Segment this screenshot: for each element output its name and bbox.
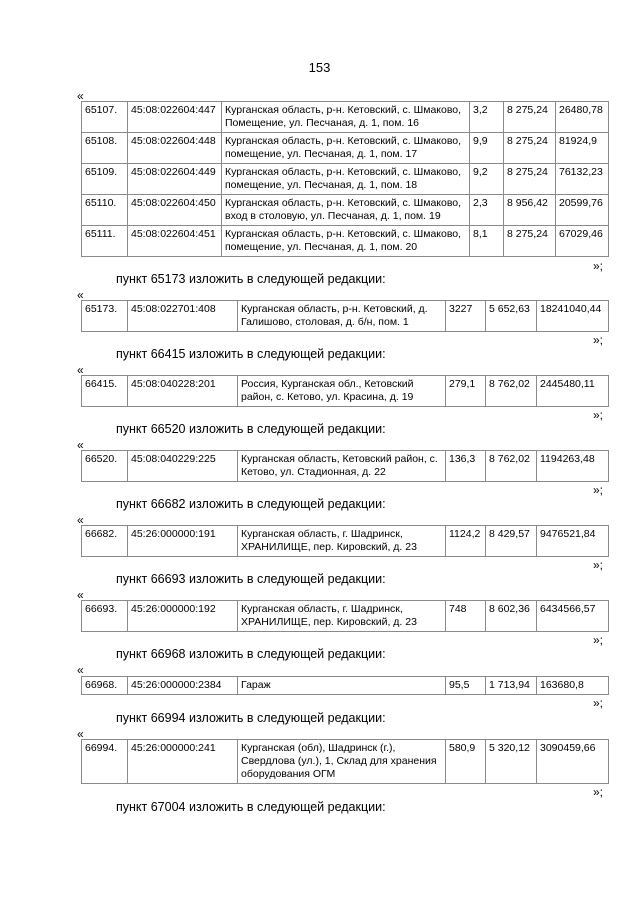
value: 163680,8 [537, 677, 609, 695]
item-number: 65108. [82, 133, 128, 164]
table-66682 [81, 525, 609, 557]
table-row [82, 376, 609, 407]
close-quote: »; [593, 408, 604, 422]
value: 9476521,84 [537, 526, 609, 557]
area: 9,9 [470, 133, 504, 164]
rate: 8 275,24 [504, 164, 556, 195]
rate: 8 762,02 [486, 376, 537, 407]
instruction-text: пункт 65173 изложить в следующей редакции: [116, 272, 386, 286]
close-quote: »; [593, 696, 604, 710]
instruction-text: пункт 66415 изложить в следующей редакции: [116, 347, 386, 361]
cadastral-number: 45:08:022701:408 [128, 301, 238, 332]
item-number: 65107. [82, 102, 128, 133]
value: 18241040,44 [537, 301, 609, 332]
close-quote: »; [593, 633, 604, 647]
open-quote: « [77, 588, 84, 602]
table-row [82, 164, 609, 195]
table-row [82, 740, 609, 784]
rate: 8 602,36 [486, 601, 537, 632]
table-66994 [81, 739, 609, 784]
value: 26480,78 [556, 102, 609, 133]
value: 3090459,66 [537, 740, 609, 784]
item-number: 66415. [82, 376, 128, 407]
rate: 5 320,12 [486, 740, 537, 784]
area: 1124,2 [446, 526, 486, 557]
cadastral-number: 45:08:022604:450 [128, 195, 222, 226]
value: 76132,23 [556, 164, 609, 195]
area: 95,5 [446, 677, 486, 695]
rate: 8 762,02 [486, 451, 537, 482]
item-number: 66968. [82, 677, 128, 695]
open-quote: « [77, 363, 84, 377]
cadastral-number: 45:26:000000:241 [128, 740, 238, 784]
item-number: 65109. [82, 164, 128, 195]
cadastral-number: 45:08:040228:201 [128, 376, 238, 407]
table-row [82, 451, 609, 482]
rate: 8 429,57 [486, 526, 537, 557]
value: 2445480,11 [537, 376, 609, 407]
area: 8,1 [470, 226, 504, 257]
table-66693 [81, 600, 609, 632]
table-65107-65111 [81, 101, 609, 257]
open-quote: « [77, 513, 84, 527]
table-row [82, 102, 609, 133]
cadastral-number: 45:08:022604:447 [128, 102, 222, 133]
item-number: 66693. [82, 601, 128, 632]
area: 580,9 [446, 740, 486, 784]
instruction-text: пункт 66994 изложить в следующей редакции: [116, 711, 386, 725]
value: 20599,76 [556, 195, 609, 226]
table-66520 [81, 450, 609, 482]
area: 136,3 [446, 451, 486, 482]
open-quote: « [77, 663, 84, 677]
address: Курганская (обл), Шадринск (г.), Свердлова (ул.), 1, Склад для хранения оборудования ОГМ [238, 740, 446, 784]
rate: 8 275,24 [504, 226, 556, 257]
area: 9,2 [470, 164, 504, 195]
value: 67029,46 [556, 226, 609, 257]
area: 3227 [446, 301, 486, 332]
value: 81924,9 [556, 133, 609, 164]
address: Курганская область, г. Шадринск, ХРАНИЛИЩЕ, пер. Кировский, д. 23 [238, 601, 446, 632]
open-quote: « [77, 438, 84, 452]
address: Курганская область, р-н. Кетовский, д. Галишово, столовая, д. б/н, пом. 1 [238, 301, 446, 332]
address: Курганская область, р-н. Кетовский, с. Шмаково, помещение, ул. Песчаная, д. 1, пом. 20 [222, 226, 470, 257]
table-row [82, 677, 609, 695]
table-row [82, 195, 609, 226]
cadastral-number: 45:08:022604:449 [128, 164, 222, 195]
table-row [82, 133, 609, 164]
open-quote: « [77, 89, 84, 103]
area: 2,3 [470, 195, 504, 226]
address: Курганская область, р-н. Кетовский, с. Шмаково, помещение, ул. Песчаная, д. 1, пом. 17 [222, 133, 470, 164]
table-66968 [81, 676, 609, 695]
area: 279,1 [446, 376, 486, 407]
rate: 8 275,24 [504, 133, 556, 164]
address: Курганская область, р-н. Кетовский, с. Шмаково, Помещение, ул. Песчаная, д. 1, пом. 16 [222, 102, 470, 133]
instruction-text: пункт 66693 изложить в следующей редакции: [116, 572, 386, 586]
rate: 5 652,63 [486, 301, 537, 332]
cadastral-number: 45:26:000000:191 [128, 526, 238, 557]
table-row [82, 526, 609, 557]
table-66415 [81, 375, 609, 407]
item-number: 66520. [82, 451, 128, 482]
item-number: 65173. [82, 301, 128, 332]
close-quote: »; [593, 785, 604, 799]
area: 3,2 [470, 102, 504, 133]
rate: 8 956,42 [504, 195, 556, 226]
rate: 8 275,24 [504, 102, 556, 133]
close-quote: »; [593, 558, 604, 572]
instruction-text: пункт 66968 изложить в следующей редакции: [116, 647, 386, 661]
instruction-text: пункт 66682 изложить в следующей редакции: [116, 497, 386, 511]
rate: 1 713,94 [486, 677, 537, 695]
table-row [82, 601, 609, 632]
open-quote: « [77, 288, 84, 302]
table-row [82, 301, 609, 332]
value: 6434566,57 [537, 601, 609, 632]
address: Россия, Курганская обл., Кетовский район, с. Кетово, ул. Красина, д. 19 [238, 376, 446, 407]
address: Гараж [238, 677, 446, 695]
item-number: 65111. [82, 226, 128, 257]
close-quote: »; [593, 483, 604, 497]
address: Курганская область, г. Шадринск, ХРАНИЛИЩЕ, пер. Кировский, д. 23 [238, 526, 446, 557]
address: Курганская область, р-н. Кетовский, с. Шмаково, помещение, ул. Песчаная, д. 1, пом. 18 [222, 164, 470, 195]
close-quote: »; [593, 259, 604, 273]
instruction-text: пункт 66520 изложить в следующей редакции: [116, 422, 386, 436]
open-quote: « [77, 727, 84, 741]
instruction-text: пункт 67004 изложить в следующей редакции: [116, 800, 386, 814]
page-number: 153 [308, 60, 331, 75]
table-row [82, 226, 609, 257]
item-number: 66994. [82, 740, 128, 784]
cadastral-number: 45:26:000000:2384 [128, 677, 238, 695]
cadastral-number: 45:26:000000:192 [128, 601, 238, 632]
table-65173 [81, 300, 609, 332]
cadastral-number: 45:08:022604:448 [128, 133, 222, 164]
cadastral-number: 45:08:022604:451 [128, 226, 222, 257]
close-quote: »; [593, 333, 604, 347]
value: 1194263,48 [537, 451, 609, 482]
cadastral-number: 45:08:040229:225 [128, 451, 238, 482]
address: Курганская область, Кетовский район, с. Кетово, ул. Стадионная, д. 22 [238, 451, 446, 482]
item-number: 66682. [82, 526, 128, 557]
address: Курганская область, р-н. Кетовский, с. Шмаково, вход в столовую, ул. Песчаная, д. 1, пом. 19 [222, 195, 470, 226]
item-number: 65110. [82, 195, 128, 226]
area: 748 [446, 601, 486, 632]
